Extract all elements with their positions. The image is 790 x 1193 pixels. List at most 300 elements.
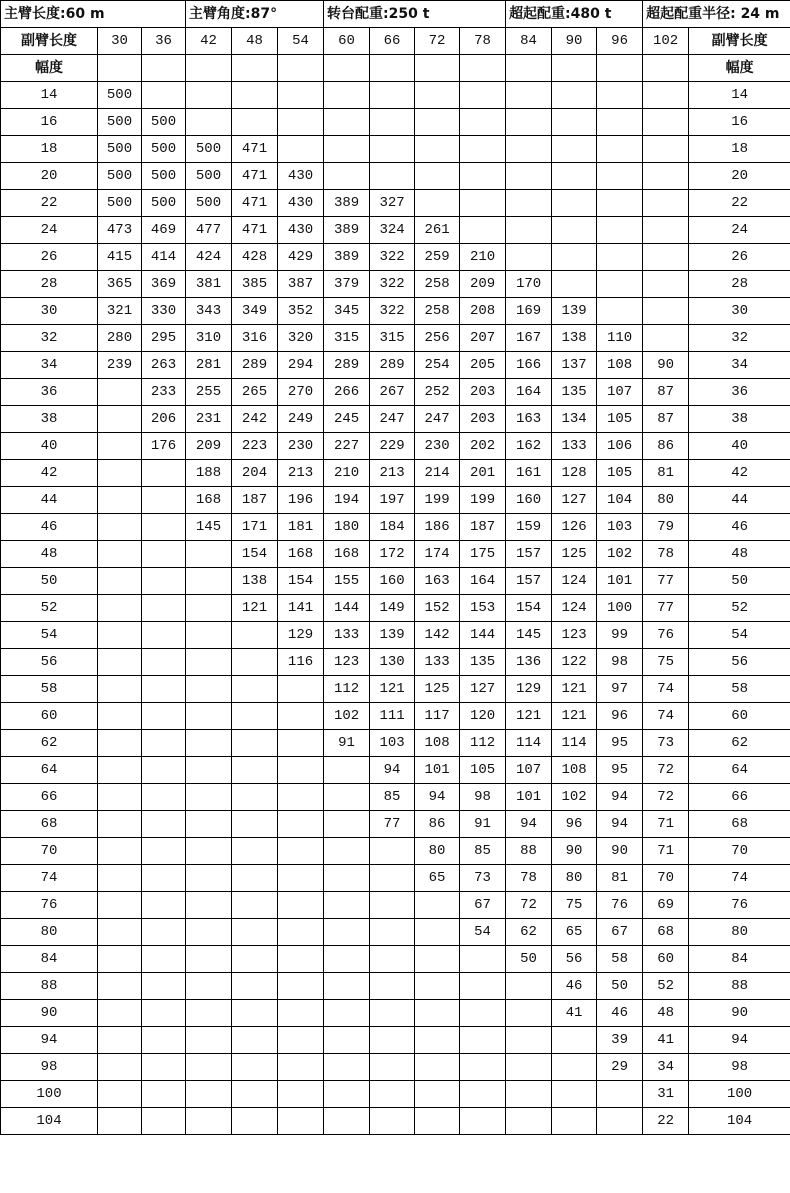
capacity-cell [186, 109, 232, 136]
capacity-cell: 134 [552, 406, 597, 433]
capacity-cell: 208 [460, 298, 506, 325]
table-row [1, 190, 790, 217]
capacity-cell: 94 [597, 811, 643, 838]
capacity-cell: 322 [370, 298, 415, 325]
capacity-cell [186, 676, 232, 703]
capacity-cell: 144 [324, 595, 370, 622]
radius-value-right: 34 [689, 352, 790, 379]
capacity-cell [370, 1027, 415, 1054]
capacity-cell [506, 244, 552, 271]
capacity-cell [278, 1054, 324, 1081]
capacity-cell: 379 [324, 271, 370, 298]
capacity-cell: 110 [597, 325, 643, 352]
capacity-cell: 29 [597, 1054, 643, 1081]
capacity-cell [142, 730, 186, 757]
capacity-cell: 123 [552, 622, 597, 649]
radius-value-right: 46 [689, 514, 790, 541]
capacity-cell: 96 [552, 811, 597, 838]
capacity-cell: 87 [643, 379, 689, 406]
capacity-cell: 130 [370, 649, 415, 676]
capacity-cell [278, 82, 324, 109]
capacity-cell [142, 1054, 186, 1081]
capacity-cell: 247 [370, 406, 415, 433]
capacity-cell: 101 [415, 757, 460, 784]
capacity-cell: 166 [506, 352, 552, 379]
capacity-cell: 123 [324, 649, 370, 676]
capacity-cell: 170 [506, 271, 552, 298]
capacity-cell: 48 [643, 1000, 689, 1027]
capacity-cell [597, 190, 643, 217]
capacity-cell [415, 1027, 460, 1054]
capacity-cell: 99 [597, 622, 643, 649]
capacity-cell [597, 136, 643, 163]
capacity-cell [415, 1081, 460, 1108]
capacity-cell [597, 1081, 643, 1108]
capacity-cell [186, 784, 232, 811]
capacity-cell [506, 190, 552, 217]
capacity-cell: 500 [186, 136, 232, 163]
radius-value: 50 [1, 568, 98, 595]
capacity-cell: 69 [643, 892, 689, 919]
load-chart-body [1, 1, 790, 1135]
radius-value: 68 [1, 811, 98, 838]
capacity-cell: 79 [643, 514, 689, 541]
capacity-cell: 125 [552, 541, 597, 568]
capacity-cell [324, 946, 370, 973]
radius-value: 48 [1, 541, 98, 568]
capacity-cell: 97 [597, 676, 643, 703]
capacity-cell: 74 [643, 703, 689, 730]
capacity-cell [142, 1108, 186, 1135]
capacity-cell: 229 [370, 433, 415, 460]
capacity-cell [597, 109, 643, 136]
radius-value: 62 [1, 730, 98, 757]
capacity-cell: 107 [506, 757, 552, 784]
capacity-cell: 100 [597, 595, 643, 622]
table-row [1, 1000, 790, 1027]
capacity-cell: 315 [370, 325, 415, 352]
capacity-cell [186, 568, 232, 595]
capacity-cell: 72 [643, 757, 689, 784]
capacity-cell: 125 [415, 676, 460, 703]
capacity-cell [98, 919, 142, 946]
capacity-cell [98, 649, 142, 676]
empty-cell [232, 55, 278, 82]
capacity-cell [142, 973, 186, 1000]
empty-cell [370, 55, 415, 82]
jib-length-102: 102 [643, 28, 689, 55]
capacity-cell: 70 [643, 865, 689, 892]
capacity-cell [324, 757, 370, 784]
capacity-cell: 316 [232, 325, 278, 352]
capacity-cell [232, 730, 278, 757]
capacity-cell: 204 [232, 460, 278, 487]
capacity-cell: 349 [232, 298, 278, 325]
capacity-cell [552, 163, 597, 190]
capacity-cell [370, 163, 415, 190]
radius-value-right: 84 [689, 946, 790, 973]
capacity-cell: 320 [278, 325, 324, 352]
capacity-cell [597, 217, 643, 244]
header-row [1, 1, 790, 28]
capacity-cell [232, 919, 278, 946]
radius-value: 52 [1, 595, 98, 622]
capacity-cell [186, 973, 232, 1000]
capacity-cell: 223 [232, 433, 278, 460]
super-counterweight-radius: 超起配重半径: 24 m [643, 1, 790, 28]
radius-value-right: 26 [689, 244, 790, 271]
radius-value-right: 60 [689, 703, 790, 730]
capacity-cell [460, 1027, 506, 1054]
capacity-cell: 289 [324, 352, 370, 379]
radius-value: 90 [1, 1000, 98, 1027]
table-row [1, 676, 790, 703]
capacity-cell [232, 784, 278, 811]
capacity-cell: 471 [232, 190, 278, 217]
capacity-cell: 242 [232, 406, 278, 433]
capacity-cell: 387 [278, 271, 324, 298]
capacity-cell: 280 [98, 325, 142, 352]
capacity-cell [643, 298, 689, 325]
capacity-cell: 94 [370, 757, 415, 784]
capacity-cell: 46 [597, 1000, 643, 1027]
radius-value-right: 80 [689, 919, 790, 946]
table-row [1, 865, 790, 892]
capacity-cell: 500 [98, 190, 142, 217]
radius-value-right: 58 [689, 676, 790, 703]
capacity-cell: 469 [142, 217, 186, 244]
jib-length-96: 96 [597, 28, 643, 55]
capacity-cell [460, 217, 506, 244]
capacity-cell [186, 811, 232, 838]
capacity-cell: 60 [643, 946, 689, 973]
radius-value-right: 104 [689, 1108, 790, 1135]
capacity-cell [597, 271, 643, 298]
radius-value: 42 [1, 460, 98, 487]
radius-value: 100 [1, 1081, 98, 1108]
capacity-cell [278, 838, 324, 865]
capacity-cell [186, 1108, 232, 1135]
capacity-cell [552, 1027, 597, 1054]
capacity-cell [98, 973, 142, 1000]
table-row [1, 568, 790, 595]
table-row [1, 973, 790, 1000]
capacity-cell: 104 [597, 487, 643, 514]
capacity-cell [142, 460, 186, 487]
capacity-cell [460, 973, 506, 1000]
capacity-cell [98, 784, 142, 811]
capacity-cell: 137 [552, 352, 597, 379]
capacity-cell: 162 [506, 433, 552, 460]
capacity-cell [370, 82, 415, 109]
table-row [1, 892, 790, 919]
capacity-cell: 315 [324, 325, 370, 352]
jib-length-label-right: 副臂长度 [689, 28, 790, 55]
capacity-cell: 500 [98, 136, 142, 163]
capacity-cell: 197 [370, 487, 415, 514]
jib-length-30: 30 [98, 28, 142, 55]
capacity-cell: 77 [370, 811, 415, 838]
capacity-cell [506, 1081, 552, 1108]
capacity-cell [643, 82, 689, 109]
capacity-cell [643, 271, 689, 298]
capacity-cell: 231 [186, 406, 232, 433]
capacity-cell: 159 [506, 514, 552, 541]
radius-value: 40 [1, 433, 98, 460]
capacity-cell: 249 [278, 406, 324, 433]
capacity-cell: 161 [506, 460, 552, 487]
radius-value: 94 [1, 1027, 98, 1054]
capacity-cell [142, 1081, 186, 1108]
table-row [1, 757, 790, 784]
capacity-cell: 74 [643, 676, 689, 703]
capacity-cell: 94 [415, 784, 460, 811]
turntable-counterweight: 转台配重:250 t [324, 1, 506, 28]
empty-cell [506, 55, 552, 82]
capacity-cell: 41 [643, 1027, 689, 1054]
capacity-cell: 172 [370, 541, 415, 568]
capacity-cell [643, 163, 689, 190]
capacity-cell: 90 [552, 838, 597, 865]
capacity-cell: 230 [415, 433, 460, 460]
capacity-cell: 160 [370, 568, 415, 595]
capacity-cell [460, 946, 506, 973]
capacity-cell [98, 622, 142, 649]
capacity-cell: 50 [597, 973, 643, 1000]
table-row [1, 82, 790, 109]
capacity-cell [142, 514, 186, 541]
capacity-cell: 247 [415, 406, 460, 433]
capacity-cell [142, 703, 186, 730]
capacity-cell [506, 217, 552, 244]
capacity-cell: 86 [643, 433, 689, 460]
capacity-cell: 255 [186, 379, 232, 406]
capacity-cell: 428 [232, 244, 278, 271]
capacity-cell: 414 [142, 244, 186, 271]
empty-cell [643, 55, 689, 82]
capacity-cell: 121 [552, 676, 597, 703]
capacity-cell: 176 [142, 433, 186, 460]
capacity-cell: 500 [98, 109, 142, 136]
capacity-cell: 145 [186, 514, 232, 541]
capacity-cell [186, 541, 232, 568]
capacity-cell [415, 973, 460, 1000]
capacity-cell [552, 136, 597, 163]
capacity-cell: 343 [186, 298, 232, 325]
capacity-cell: 181 [278, 514, 324, 541]
capacity-cell [460, 1054, 506, 1081]
capacity-cell [324, 136, 370, 163]
radius-value: 32 [1, 325, 98, 352]
capacity-cell: 213 [278, 460, 324, 487]
radius-value: 84 [1, 946, 98, 973]
table-row [1, 919, 790, 946]
capacity-cell: 72 [506, 892, 552, 919]
capacity-cell [186, 1081, 232, 1108]
table-row [1, 1054, 790, 1081]
capacity-cell [415, 892, 460, 919]
table-row [1, 487, 790, 514]
radius-value-right: 14 [689, 82, 790, 109]
capacity-cell [186, 946, 232, 973]
radius-value: 54 [1, 622, 98, 649]
capacity-cell [232, 865, 278, 892]
capacity-cell [232, 973, 278, 1000]
capacity-cell: 86 [415, 811, 460, 838]
capacity-cell [552, 1081, 597, 1108]
capacity-cell: 91 [324, 730, 370, 757]
capacity-cell: 135 [552, 379, 597, 406]
capacity-cell [597, 82, 643, 109]
table-row [1, 1081, 790, 1108]
capacity-cell: 105 [460, 757, 506, 784]
capacity-cell: 199 [460, 487, 506, 514]
capacity-cell [415, 1108, 460, 1135]
capacity-cell: 254 [415, 352, 460, 379]
capacity-cell [186, 649, 232, 676]
capacity-cell: 85 [370, 784, 415, 811]
radius-value-right: 56 [689, 649, 790, 676]
capacity-cell [278, 1108, 324, 1135]
capacity-cell: 201 [460, 460, 506, 487]
capacity-cell: 202 [460, 433, 506, 460]
capacity-cell [232, 676, 278, 703]
capacity-cell [142, 919, 186, 946]
radius-value: 30 [1, 298, 98, 325]
capacity-cell [370, 838, 415, 865]
capacity-cell: 430 [278, 217, 324, 244]
capacity-cell: 88 [506, 838, 552, 865]
jib-length-48: 48 [232, 28, 278, 55]
table-row [1, 325, 790, 352]
capacity-cell: 174 [415, 541, 460, 568]
capacity-cell: 101 [597, 568, 643, 595]
capacity-cell: 46 [552, 973, 597, 1000]
capacity-cell: 65 [552, 919, 597, 946]
capacity-cell: 415 [98, 244, 142, 271]
capacity-cell: 471 [232, 217, 278, 244]
capacity-cell [232, 1108, 278, 1135]
capacity-cell: 126 [552, 514, 597, 541]
table-row [1, 244, 790, 271]
capacity-cell [506, 136, 552, 163]
capacity-cell: 187 [460, 514, 506, 541]
capacity-cell [278, 730, 324, 757]
table-row [1, 1027, 790, 1054]
capacity-cell [278, 892, 324, 919]
capacity-cell: 187 [232, 487, 278, 514]
capacity-cell: 345 [324, 298, 370, 325]
capacity-cell: 289 [232, 352, 278, 379]
capacity-cell [142, 595, 186, 622]
radius-value-right: 90 [689, 1000, 790, 1027]
capacity-cell: 95 [597, 757, 643, 784]
radius-value-right: 28 [689, 271, 790, 298]
capacity-cell [278, 676, 324, 703]
capacity-cell [597, 298, 643, 325]
capacity-cell [186, 757, 232, 784]
capacity-cell [643, 136, 689, 163]
radius-value: 80 [1, 919, 98, 946]
capacity-cell: 144 [460, 622, 506, 649]
capacity-cell [98, 865, 142, 892]
capacity-cell [643, 109, 689, 136]
radius-value: 76 [1, 892, 98, 919]
capacity-cell: 75 [643, 649, 689, 676]
table-row [1, 379, 790, 406]
capacity-cell [324, 892, 370, 919]
capacity-cell: 122 [552, 649, 597, 676]
capacity-cell: 124 [552, 595, 597, 622]
radius-value-right: 64 [689, 757, 790, 784]
table-row [1, 460, 790, 487]
table-row [1, 217, 790, 244]
capacity-cell: 124 [552, 568, 597, 595]
capacity-cell [232, 838, 278, 865]
capacity-cell: 98 [460, 784, 506, 811]
capacity-cell [98, 433, 142, 460]
empty-cell [142, 55, 186, 82]
capacity-cell: 213 [370, 460, 415, 487]
capacity-cell: 188 [186, 460, 232, 487]
table-row [1, 433, 790, 460]
radius-value: 46 [1, 514, 98, 541]
capacity-cell [98, 541, 142, 568]
capacity-cell: 258 [415, 271, 460, 298]
capacity-cell [186, 838, 232, 865]
capacity-cell: 107 [597, 379, 643, 406]
capacity-cell: 81 [643, 460, 689, 487]
radius-value: 18 [1, 136, 98, 163]
jib-length-60: 60 [324, 28, 370, 55]
capacity-cell [186, 865, 232, 892]
capacity-cell: 322 [370, 244, 415, 271]
capacity-cell [278, 136, 324, 163]
capacity-cell [98, 946, 142, 973]
capacity-cell: 50 [506, 946, 552, 973]
capacity-cell: 500 [186, 190, 232, 217]
capacity-cell [460, 82, 506, 109]
capacity-cell: 168 [186, 487, 232, 514]
capacity-cell [506, 163, 552, 190]
capacity-cell [552, 1108, 597, 1135]
radius-value: 26 [1, 244, 98, 271]
radius-value-right: 48 [689, 541, 790, 568]
capacity-cell: 91 [460, 811, 506, 838]
capacity-cell [142, 649, 186, 676]
capacity-cell [232, 703, 278, 730]
capacity-cell [232, 1000, 278, 1027]
radius-value: 58 [1, 676, 98, 703]
capacity-cell [278, 946, 324, 973]
radius-value-right: 38 [689, 406, 790, 433]
empty-cell [460, 55, 506, 82]
capacity-cell: 381 [186, 271, 232, 298]
capacity-cell: 108 [552, 757, 597, 784]
capacity-cell [370, 136, 415, 163]
table-row [1, 541, 790, 568]
radius-value-right: 66 [689, 784, 790, 811]
capacity-cell: 385 [232, 271, 278, 298]
capacity-cell: 163 [415, 568, 460, 595]
capacity-cell [415, 109, 460, 136]
radius-value: 64 [1, 757, 98, 784]
capacity-cell: 210 [324, 460, 370, 487]
capacity-cell [142, 1000, 186, 1027]
radius-value-right: 44 [689, 487, 790, 514]
capacity-cell: 203 [460, 406, 506, 433]
capacity-cell: 295 [142, 325, 186, 352]
